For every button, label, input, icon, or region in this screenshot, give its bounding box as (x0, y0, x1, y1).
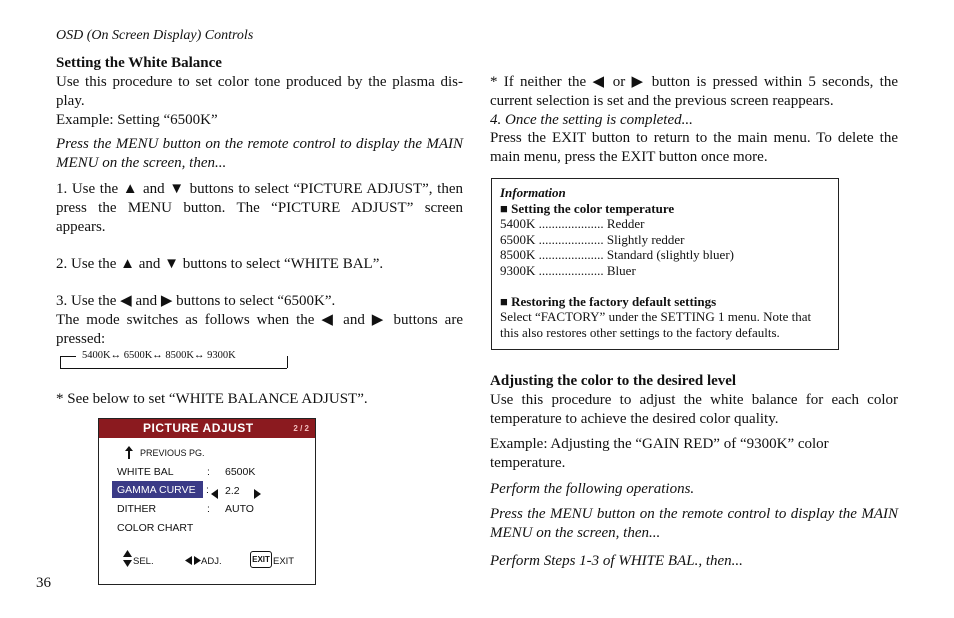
mode-switch-text: The mode switches as follows when the ◀ and ▶ buttons are pressed: (56, 312, 463, 347)
running-header: OSD (On Screen Display) Controls (56, 28, 254, 43)
info-temp-row: 6500K .................... Slightly redder (500, 232, 685, 247)
info-restore-text: this also restores other settings to the factory defaults. (500, 325, 780, 340)
info-restore-heading: ■ Restoring the factory default settings (500, 294, 717, 309)
info-temp-heading: ■ Setting the color temperature (500, 201, 675, 216)
intro-text: Use this procedure to set color tone produced by the plasma dis-play. (56, 74, 463, 109)
osd-row-colon: : (207, 466, 210, 478)
information-box (491, 178, 839, 350)
perform-steps-text: Perform Steps 1-3 of WHITE BAL., then... (490, 553, 743, 569)
osd-previous-page[interactable]: PREVIOUS PG. (140, 448, 205, 458)
info-restore-text: Select “FACTORY” under the SETTING 1 menu. Note that (500, 309, 812, 324)
info-temp-row: 5400K .................... Redder (500, 216, 645, 231)
osd-adj-label: ADJ. (201, 556, 222, 567)
section-heading: Setting the White Balance (56, 55, 222, 71)
right-triangle-icon (254, 485, 261, 503)
osd-picture-adjust-screen (98, 418, 316, 585)
osd-row-label[interactable]: DITHER (117, 503, 157, 515)
page-number: 36 (36, 575, 51, 591)
info-temp-row: 9300K .................... Bluer (500, 263, 636, 278)
press-menu-instruction-2: Press the MENU button on the remote control to display the MAIN MENU on the screen, then... (490, 506, 898, 541)
osd-exit-label: EXIT (273, 556, 295, 567)
osd-header (99, 419, 315, 438)
info-title: Information (500, 185, 566, 200)
left-triangle-icon (211, 485, 218, 503)
osd-row-label: GAMMA CURVE (117, 484, 196, 496)
example-text: Example: Setting “6500K” (56, 112, 218, 128)
osd-row-colon: : (206, 484, 209, 496)
info-temp-row: 8500K .................... Standard (slightly bluer) (500, 247, 734, 262)
left-right-icon (185, 556, 201, 565)
step-4: 4. Once the setting is completed... (490, 112, 693, 128)
osd-row-label[interactable]: WHITE BAL (117, 466, 174, 478)
adjust-text: Use this procedure to adjust the white balance for each color temperature to achieve the desired color quality. (490, 392, 898, 427)
cycle-connector-line (287, 356, 288, 368)
mode-cycle-diagram (60, 346, 290, 368)
see-below-note: * See below to set “WHITE BALANCE ADJUST”. (56, 391, 368, 407)
adjust-heading: Adjusting the color to the desired level (490, 373, 737, 389)
osd-selected-row[interactable] (112, 481, 203, 498)
press-menu-instruction: Press the MENU button on the remote control to display the MAIN MENU on the screen, then... (56, 136, 463, 171)
up-down-icon (123, 550, 132, 568)
osd-row-label[interactable]: COLOR CHART (117, 522, 194, 534)
cycle-connector-line (60, 368, 287, 369)
timeout-note: * If neither the ◀ or ▶ button is pressed within 5 seconds, the current selection is set and the previous screen reappears. (490, 74, 898, 109)
osd-title: PICTURE ADJUST (143, 421, 254, 435)
exit-key-icon: EXIT (250, 551, 272, 568)
osd-page-indicator: 2 / 2 (293, 424, 309, 433)
cycle-connector-line (60, 356, 76, 357)
osd-row-value: 2.2 (225, 485, 240, 497)
step-3: 3. Use the ◀ and ▶ buttons to select “6500K”. (56, 293, 336, 309)
perform-operations: Perform the following operations. (490, 481, 695, 497)
step-2: 2. Use the ▲ and ▼ buttons to select “WHITE BAL”. (56, 256, 384, 272)
osd-row-colon: : (207, 503, 210, 515)
osd-row-value: 6500K (225, 466, 256, 478)
cycle-connector-line (60, 356, 61, 368)
example-2-text: Example: Adjusting the “GAIN RED” of “9300K” color temperature. (490, 436, 829, 471)
up-arrow-icon (125, 446, 133, 459)
exit-instructions: Press the EXIT button to return to the main menu. To delete the main menu, press the EXIT button once more. (490, 130, 898, 165)
cycle-sequence: 5400K↔ 6500K↔ 8500K↔ 9300K (82, 350, 236, 361)
osd-row-value: AUTO (225, 503, 254, 515)
step-1: 1. Use the ▲ and ▼ buttons to select “PICTURE ADJUST”, then press the MENU button. The “PICTURE ADJUST” screen appears. (56, 181, 463, 235)
osd-sel-label: SEL. (133, 556, 154, 567)
